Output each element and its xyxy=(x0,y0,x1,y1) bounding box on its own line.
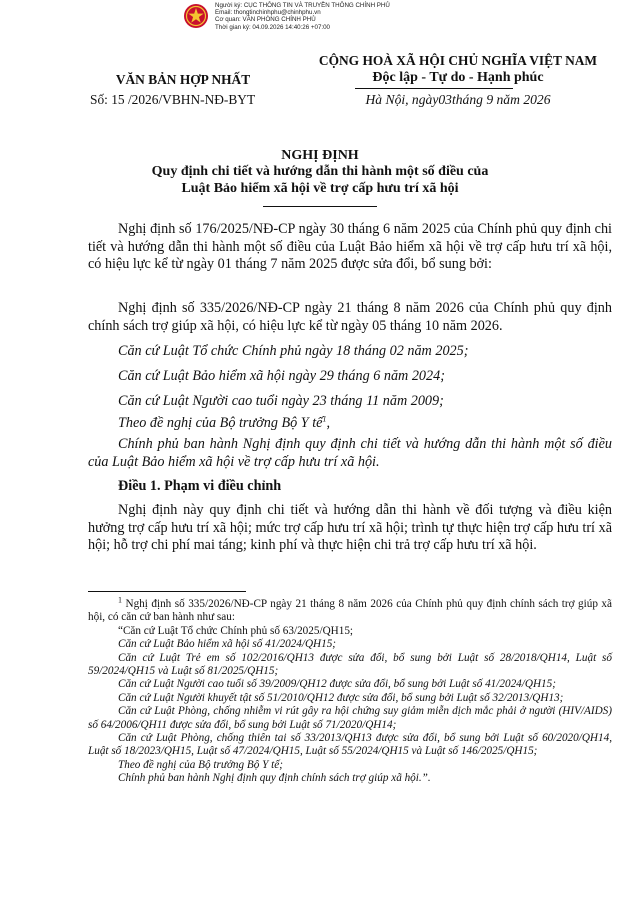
footnote-item: Theo đề nghị của Bộ trưởng Bộ Y tế; xyxy=(118,758,283,771)
footnote-number: 1 xyxy=(118,595,122,605)
decree-subtitle-line1: Quy định chi tiết và hướng dẫn thi hành một số điều của xyxy=(151,164,489,179)
document-type: VĂN BẢN HỢP NHẤT xyxy=(115,72,251,87)
body-paragraph: Nghị định số 335/2026/NĐ-CP ngày 21 tháng 8 năm 2026 của Chính phủ quy định chính sách trợ giúp xã hội, có hiệu lực kể từ ngày 05 tháng 10 năm 2026. xyxy=(88,300,612,334)
decree-subtitle-line2: Luật Bảo hiểm xã hội về trợ cấp hưu trí xã hội xyxy=(181,181,459,196)
footnote-item: Căn cứ Luật Người cao tuổi số 39/2009/QH12 được sửa đổi, bổ sung bởi Luật số 41/2024/QH15; xyxy=(118,678,556,691)
national-motto: Độc lập - Tự do - Hạnh phúc xyxy=(372,70,544,85)
national-emblem-icon xyxy=(183,3,209,29)
footnote-item: Căn cứ Luật Người khuyết tật số 51/2010/QH12 được sửa đổi, bổ sung bởi Luật số 32/2013/QH13; xyxy=(118,691,564,704)
legal-basis-line: Căn cứ Luật Người cao tuổi ngày 23 tháng 11 năm 2009; xyxy=(118,393,444,409)
footnote-item: Chính phủ ban hành Nghị định quy định chính sách trợ giúp xã hội.”. xyxy=(118,772,431,785)
footnote-item: Căn cứ Luật Bảo hiểm xã hội số 41/2024/QH15; xyxy=(118,638,337,651)
footnote-item: “Căn cứ Luật Tổ chức Chính phủ số 63/2025/QH15; xyxy=(118,624,354,637)
decree-title: NGHỊ ĐỊNH xyxy=(281,148,359,163)
promulgation-line: Chính phủ ban hành Nghị định quy định chi tiết và hướng dẫn thi hành một số điều của Luật Bảo hiểm xã hội về trợ cấp hưu trí xã hội. xyxy=(88,436,612,470)
footnote-item: Căn cứ Luật Phòng, chống thiên tai số 33/2013/QH13 được sửa đổi, bổ sung bởi Luật số 60/2020/QH14, Luật số 18/2023/QH15, Luật số 47/2024/QH15, Luật số 55/2024/QH15 và Luật số 146/2025/QH15; xyxy=(88,732,612,758)
legal-basis-line: Căn cứ Luật Tổ chức Chính phủ ngày 18 tháng 02 năm 2025; xyxy=(118,343,469,359)
title-divider xyxy=(263,206,377,207)
legal-basis-line: Căn cứ Luật Bảo hiểm xã hội ngày 29 tháng 6 năm 2024; xyxy=(118,368,445,384)
signature-time: Thời gian ký: 04.09.2026 14:40:26 +07:00 xyxy=(215,23,331,31)
document-number: Số: 15 /2026/VBHN-NĐ-BYT xyxy=(90,92,256,107)
proposal-line: Theo đề nghị của Bộ trưởng Bộ Y tế$^1$, xyxy=(118,414,331,431)
footnote-item: Căn cứ Luật Trẻ em số 102/2016/QH13 được sửa đổi, bổ sung bởi Luật số 28/2018/QH14, Luật số 59/2024/QH15 và Luật số 81/2025/QH15; xyxy=(88,651,612,678)
footnote-item: Căn cứ Luật Phòng, chống nhiễm vi rút gây ra hội chứng suy giảm miễn dịch mắc phải ở người (HIV/AIDS) số 64/2006/QH11 được sửa đổi, bổ sung bởi Luật số 71/2020/QH14; xyxy=(88,705,612,731)
article-1-heading: Điều 1. Phạm vi điều chỉnh xyxy=(118,478,282,494)
footnote-intro: $^1$ Nghị định số 335/2026/NĐ-CP ngày 21 tháng 8 năm 2026 của Chính phủ quy định chính sách trợ giúp xã hội, có căn cứ ban hành như sau: xyxy=(88,595,612,624)
nation-name: CỘNG HOÀ XÃ HỘI CHỦ NGHĨA VIỆT NAM xyxy=(318,53,598,68)
signature-signer: Người ký: CỤC THÔNG TIN VÀ TRUYỀN THÔNG CHÍNH PHỦ xyxy=(215,2,390,9)
motto-underline xyxy=(355,88,513,89)
footnote-divider xyxy=(88,591,246,592)
footnote-reference[interactable]: 1 xyxy=(322,414,327,424)
article-1-text: Nghị định này quy định chi tiết và hướng dẫn thi hành về đối tượng và điều kiện hưởng trợ cấp hưu trí xã hội; mức trợ cấp hưu trí xã hội; trình tự thực hiện trợ cấp hưu trí xã hội; hỗ trợ chi phí mai táng; kinh phí và thực hiện chi trả trợ cấp hưu trí xã hội. xyxy=(88,502,612,554)
body-paragraph: Nghị định số 176/2025/NĐ-CP ngày 30 tháng 6 năm 2025 của Chính phủ quy định chi tiết và hướng dẫn thi hành một số điều của Luật Bảo hiểm xã hội về trợ cấp hưu trí xã hội, có hiệu lực kể từ ngày 01 tháng 7 năm 2025 được sửa đổi, bổ sung bởi: xyxy=(88,221,612,273)
signature-email: Email: thongtinchinhphu@chinhphu.vn xyxy=(215,9,321,17)
digital-signature-info xyxy=(215,2,390,31)
place-date: Hà Nội, ngày03tháng 9 năm 2026 xyxy=(365,92,551,107)
signature-agency: Cơ quan: VĂN PHÒNG CHÍNH PHỦ xyxy=(215,16,316,24)
footnote xyxy=(88,595,612,786)
